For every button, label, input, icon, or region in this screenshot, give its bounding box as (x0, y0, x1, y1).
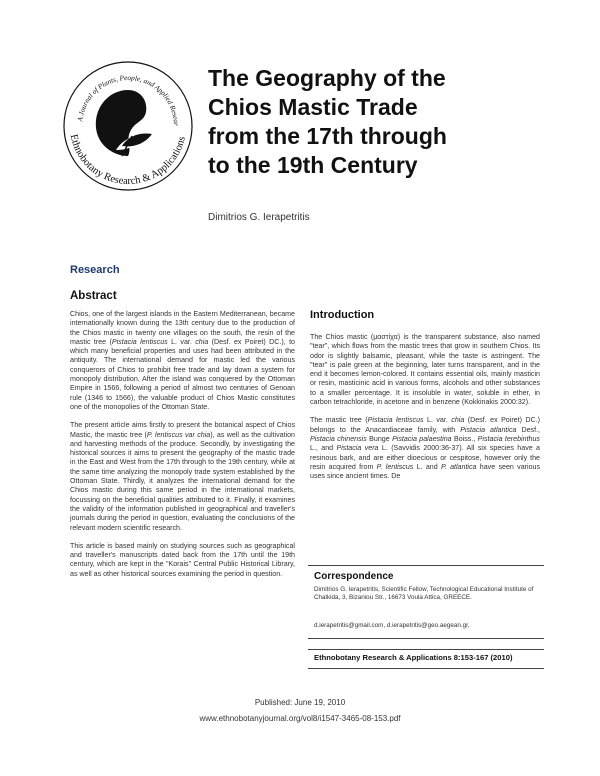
abstract-paragraph: The present article aims firstly to present the botanical aspect of Chios Mastic, the mastic tree (P. lentiscus var chia), as well as the cultivation and harvesting methods of the produce. Secondly, by investigating the historical sources it aims to present the geography of the mastic trade in the East and West from the 17th through to the 19th century, while at the same time analyzing the monopoly trade system established by the Ottoman State. Thirdly, it analyzes the international demand for the Chios mastic during this same period in the international markets, focussing on the beneficial qualities attributed to it. Finally, it examines the validity of the information published in geographical and traveller's journals during the period in question, evaluating the conclusions of the relevant modern scientific research. (70, 421, 295, 532)
journal-logo (62, 60, 194, 192)
section-label: Research (70, 264, 120, 276)
correspondence-email[interactable]: d.ierapetritis@gmail.com, d.ierapetritis@geo.aegean.gr, (314, 622, 470, 629)
journal-reference-box (308, 649, 544, 669)
article-url[interactable]: www.ethnobotanyjournal.org/vol8/i1547-3465-08-153.pdf (199, 714, 401, 723)
introduction-body (310, 333, 540, 490)
author-name: Dimitrios G. Ierapetritis (208, 212, 310, 223)
introduction-paragraph: The mastic tree (Pistacia lentiscus L. var. chia (Desf. ex Poiret) DC.) belongs to the Anacardiaceae family, with Pistacia atlantica Desf., Pistacia chinensis Bunge Pistacia palaestina Boiss., Pistacia terebinthus L., and Pistacia vera L. (Savvidis 2000:36-37). All six species have a resinous bark, and are either dioecious or cespitose, however only the resin acquired from P. lentiscus L. and P. atlantica have seen various uses since ancient times. De (310, 416, 541, 481)
title-line: Chios Mastic Trade (208, 94, 418, 120)
article-title (208, 64, 508, 180)
title-line: from the 17th through (208, 123, 447, 149)
correspondence-heading: Correspondence (314, 571, 394, 582)
abstract-body (70, 310, 295, 588)
introduction-heading: Introduction (310, 309, 375, 321)
correspondence-address: Dimitrios G. Ierapetritis, Scientific Fellow, Technological Educational Institute of Chalkida, 3, Bizaniou Str., 16673 Voula Attica, GREECE. (314, 586, 534, 602)
abstract-paragraph: This article is based mainly on studying sources such as geographical and traveller's manuscripts dated back from the 17th until the 19th century, which are kept in the "Korais" Central Public Historical Library, as well as other historical sources examining the period in question. (70, 541, 295, 578)
introduction-paragraph: The Chios mastic (μαστίχα) is the transparent substance, also named "tear", which flows from the mastic trees that grow in southern Chios. Its odor is slightly balsamic, pleasant, while the taste is astringent. The "tear" is pale green at the beginning, later turns transparent, and in the end it becomes lemon-colored. It contains essential oils, mainly masticin or resin, masticinic acid in various forms, alcohols and other substances to a smaller percentage. It is insoluble in water, soluble in ether, in carbon tetrachloride, in acetone and in benzene (Kokkinakis 2000:32). (310, 333, 540, 407)
abstract-paragraph: Chios, one of the largest islands in the Eastern Mediterranean, became internationally known during the 13th century due to the production of the Chios mastic in twenty one villages on the south, the resin of the mastic tree (Pistacia lentiscus L. var. chia (Desf. ex Poiret) DC.), to which many beneficial properties and uses had been attributed in the antiquity. The international demand for mastic led the various conquerors of Chios to prohibit free trade and lay down a system for monopoly distribution. After the island was conquered by the Ottoman Empire in 1566, following a period of almost two centuries of Genoan rule (1346 to 1566), the valuable product of Chios Mastic constitutes one of the monopolies of the Ottoman State. (70, 310, 295, 411)
correspondence-box (308, 565, 544, 639)
abstract-heading: Abstract (70, 290, 117, 302)
published-date: Published: June 19, 2010 (254, 698, 346, 707)
journal-reference: Ethnobotany Research & Applications 8:153-167 (2010) (314, 653, 513, 662)
logo-bottom-text: Ethnobotany Research & Applications (67, 133, 188, 188)
logo-top-text: A Journal of Plants, People, and Applied Resear (76, 73, 181, 126)
title-line: The Geography of the (208, 65, 446, 91)
title-line: to the 19th Century (208, 152, 418, 178)
